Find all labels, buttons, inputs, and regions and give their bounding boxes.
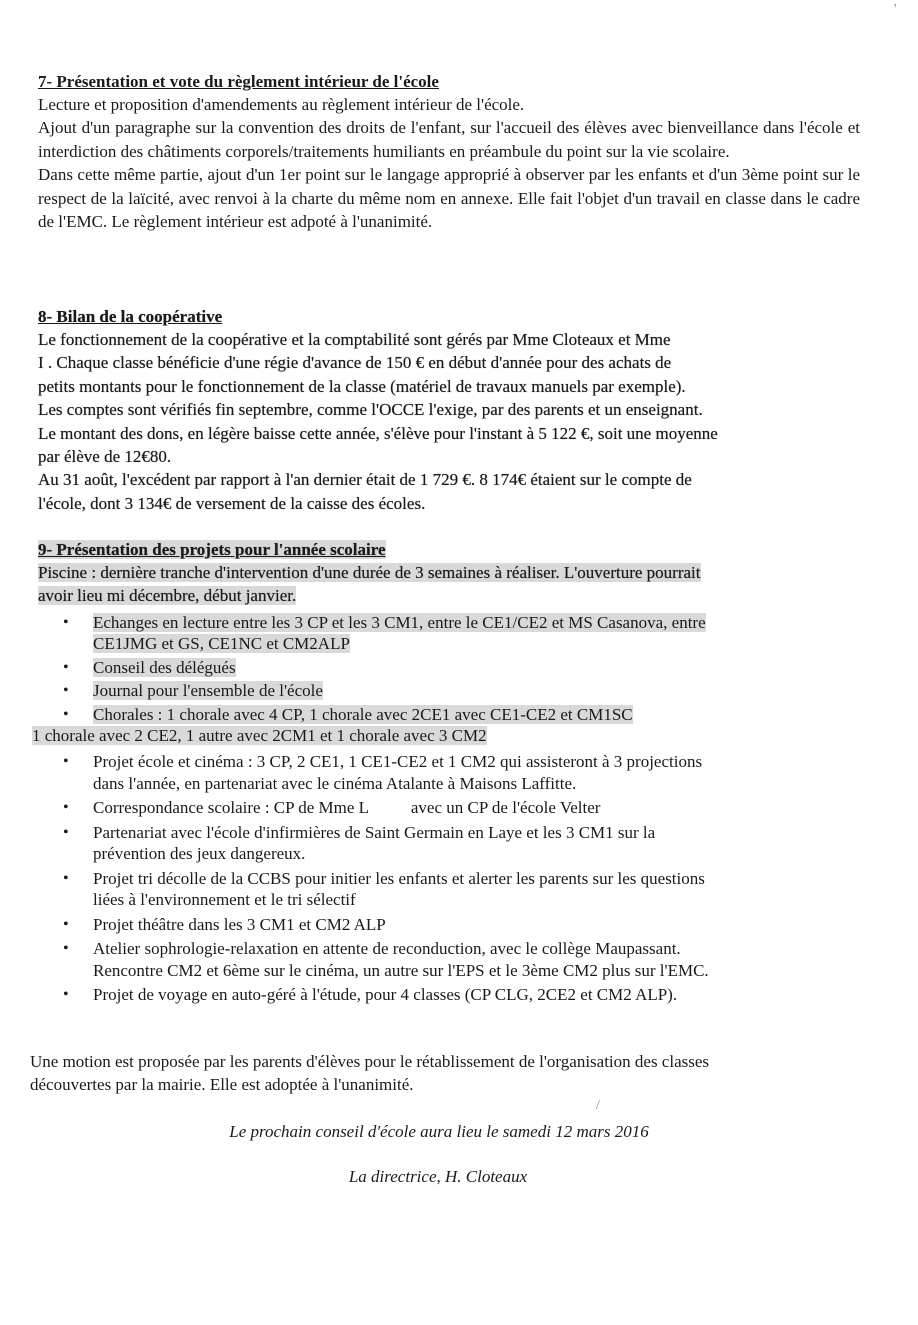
bullet-icon: •: [63, 799, 69, 817]
chorales-continuation: [32, 725, 860, 747]
section-8-line: Le montant des dons, en légère baisse cette année, s'élève pour l'instant à 5 122 €, soit une moyenne: [38, 423, 718, 443]
section-7-heading: 7- Présentation et vote du règlement intérieur de l'école: [38, 72, 439, 91]
bullet-icon: •: [63, 658, 69, 676]
bullet-icon: •: [63, 705, 69, 723]
section-7-paragraph: Lecture et proposition d'amendements au règlement intérieur de l'école.: [38, 95, 525, 114]
list-item: [38, 657, 860, 679]
chorales-continuation-text: 1 chorale avec 2 CE2, 1 autre avec 2CM1 et 1 chorale avec 3 CM2: [32, 726, 487, 746]
list-item: [38, 704, 860, 726]
next-council-note: Le prochain conseil d'école aura lieu le samedi 12 mars 2016: [229, 1122, 649, 1141]
section-8-heading: 8- Bilan de la coopérative: [38, 307, 223, 326]
list-item-text: liées à l'environnement et le tri sélectif: [93, 890, 356, 910]
scan-mark: /: [596, 1098, 600, 1113]
list-item-text: Correspondance scolaire : CP de Mme L avec un CP de l'école Velter: [93, 798, 601, 818]
list-item-text: Projet théâtre dans les 3 CM1 et CM2 ALP: [93, 914, 386, 934]
list-item-text: Partenariat avec l'école d'infirmières de Saint Germain en Laye et les 3 CM1 sur la: [93, 822, 656, 842]
list-item-text: dans l'année, en partenariat avec le cinéma Atalante à Maisons Laffitte.: [93, 773, 577, 793]
list-item: [38, 751, 860, 794]
list-item-text: Atelier sophrologie-relaxation en attente de reconduction, avec le collège Maupassant.: [93, 939, 681, 959]
bullet-icon: •: [63, 613, 69, 631]
list-item: [38, 822, 860, 865]
list-item-text: Rencontre CM2 et 6ème sur le cinéma, un autre sur l'EPS et le 3ème CM2 plus sur l'EMC.: [93, 960, 709, 980]
list-item: [38, 868, 860, 911]
section-7-paragraph: Dans cette même partie, ajout d'un 1er point sur le langage approprié à observer par les enfants et d'un 3ème point sur le respect de la laïcité, avec renvoi à la charte du même nom en annexe. Elle fait l'objet d'un travail en classe dans le cadre de l'EMC. Le règlement intérieur est adpoté à l'unanimité.: [38, 165, 860, 232]
list-item-text: Projet de voyage en auto-géré à l'étude, pour 4 classes (CP CLG, 2CE2 et CM2 ALP).: [93, 985, 678, 1005]
list-item: [38, 914, 860, 936]
section-8-line: par élève de 12€80.: [38, 447, 172, 467]
list-item-text: prévention des jeux dangereux.: [93, 844, 306, 864]
list-item: [38, 612, 860, 655]
section-8: [38, 305, 860, 515]
section-8-line: Au 31 août, l'excédent par rapport à l'an dernier était de 1 729 €. 8 174€ étaient sur le compte de: [38, 470, 692, 490]
bullet-icon: •: [63, 682, 69, 700]
motion-paragraph: [30, 1050, 852, 1097]
section-9-heading-text: 9- Présentation des projets pour l'année scolaire: [38, 540, 386, 559]
section-9-heading: [38, 538, 860, 561]
section-9: [32, 538, 860, 1006]
section-8-line: Les comptes sont vérifiés fin septembre, comme l'OCCE l'exige, par des parents et un enseignant.: [38, 400, 703, 420]
section-8-line: I . Chaque classe bénéficie d'une régie d'avance de 150 € en début d'année pour des achats de: [38, 353, 672, 373]
list-item-text: Chorales : 1 chorale avec 4 CP, 1 chorale avec 2CE1 avec CE1-CE2 et CM1SC: [93, 704, 633, 724]
highlighted-bullet-list: [38, 612, 860, 726]
list-item-text: Echanges en lecture entre les 3 CP et les 3 CM1, entre le CE1/CE2 et MS Casanova, entre: [93, 612, 706, 632]
bullet-icon: •: [63, 915, 69, 933]
bullet-icon: •: [63, 869, 69, 887]
bullet-icon: •: [63, 823, 69, 841]
project-bullet-list: [38, 751, 860, 1006]
bullet-icon: •: [63, 753, 69, 771]
list-item-text: Conseil des délégués: [93, 657, 236, 677]
list-item-text: CE1JMG et GS, CE1NC et CM2ALP: [93, 634, 350, 654]
section-8-line: petits montants pour le fonctionnement de la classe (matériel de travaux manuels par exemple).: [38, 376, 686, 396]
list-item: [38, 680, 860, 702]
list-item: [38, 797, 860, 819]
section-7-paragraph: Ajout d'un paragraphe sur la convention des droits de l'enfant, sur l'accueil des élèves avec bienveillance dans l'école et interdiction des châtiments corporels/traitements humiliants en préambule du point sur la vie scolaire.: [38, 118, 860, 161]
section-8-line: l'école, dont 3 134€ de versement de la caisse des écoles.: [38, 493, 426, 513]
list-item-text: Journal pour l'ensemble de l'école: [93, 681, 323, 701]
list-item-text: Projet tri décolle de la CCBS pour initier les enfants et alerter les parents sur les questions: [93, 868, 705, 888]
bullet-icon: •: [63, 940, 69, 958]
intro-text: Piscine : dernière tranche d'intervention d'une durée de 3 semaines à réaliser. L'ouverture pourrait: [38, 563, 701, 582]
section-9-intro-line: [38, 561, 860, 584]
list-item: [38, 984, 860, 1006]
motion-line: Une motion est proposée par les parents d'élèves pour le rétablissement de l'organisation des classes: [30, 1052, 710, 1071]
section-8-line: Le fonctionnement de la coopérative et la comptabilité sont gérés par Mme Cloteaux et Mme: [38, 330, 671, 349]
section-9-intro-line: [38, 584, 860, 607]
intro-text: avoir lieu mi décembre, début janvier.: [38, 586, 297, 606]
signature: La directrice, H. Cloteaux: [348, 1167, 528, 1186]
section-7: [38, 70, 860, 233]
list-item: [38, 938, 860, 981]
motion-line: découvertes par la mairie. Elle est adoptée à l'unanimité.: [30, 1075, 414, 1095]
scan-mark: ': [894, 2, 897, 17]
list-item-text: Projet école et cinéma : 3 CP, 2 CE1, 1 CE1-CE2 et 1 CM2 qui assisteront à 3 projections: [93, 752, 703, 772]
bullet-icon: •: [63, 986, 69, 1004]
